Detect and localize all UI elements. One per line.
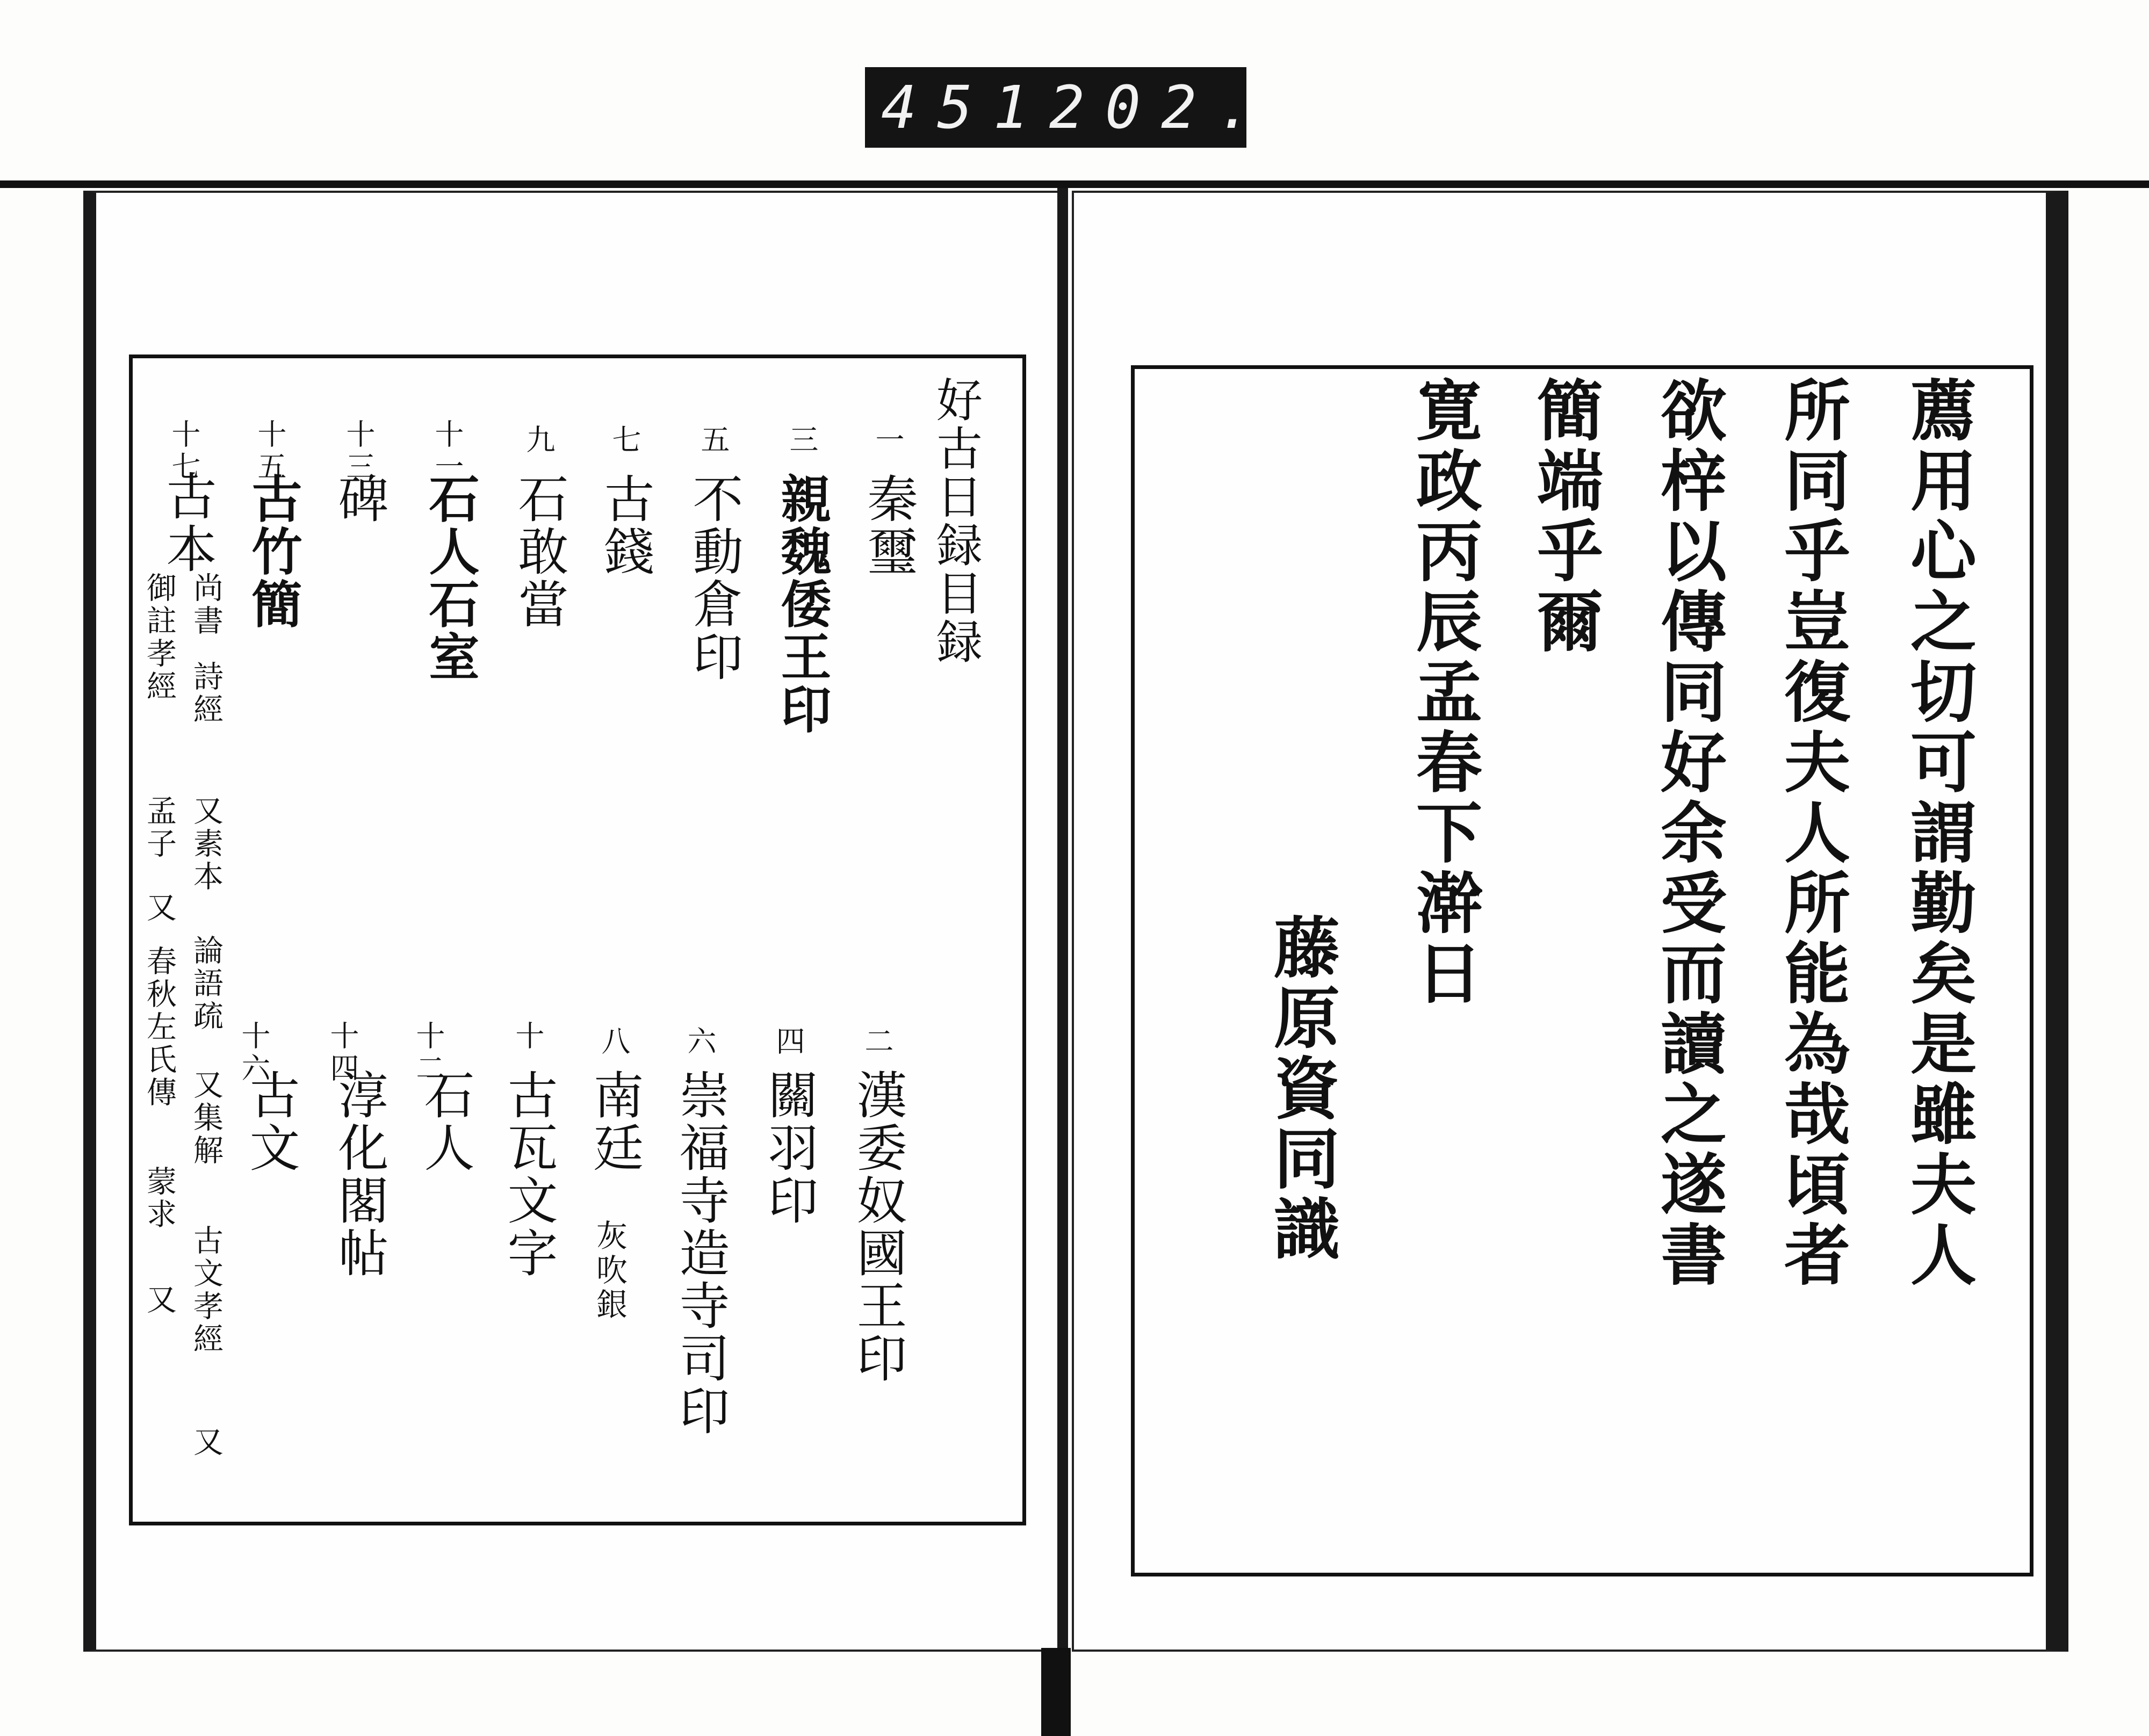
preface-column-2: 所同乎豈復夫人所能為哉頃者 [1773, 376, 1850, 1291]
entry-number: 六 [683, 1026, 717, 1058]
entry-note: 灰吹銀 [591, 1219, 628, 1322]
entry-number: 十六 [237, 1021, 271, 1085]
entry-number: 四 [771, 1026, 805, 1058]
entry-number: 五 [696, 424, 730, 457]
entry-title: 古文 [241, 1069, 299, 1174]
entry-title: 淳化閣帖 [329, 1069, 388, 1279]
book-gutter [1057, 188, 1068, 1665]
entry-number: 十一 [430, 419, 464, 483]
entry-number: 九 [522, 424, 556, 457]
entry-title: 關羽印 [759, 1069, 818, 1227]
entry-note: 又 [142, 892, 177, 924]
entry-note: 論語疏 [189, 935, 223, 1033]
toc-title: 好古日録目録 [928, 376, 982, 666]
entry-number: 三 [785, 424, 819, 457]
call-number-left: 451 [881, 73, 1049, 142]
entry-note: 又集解 [189, 1069, 223, 1167]
entry-title: 不動倉印 [684, 473, 742, 683]
entry-note: 蒙求 [142, 1166, 177, 1231]
entry-number: 十二 [412, 1021, 445, 1085]
entry-note: 御註孝經 [142, 572, 177, 703]
entry-number: 十五 [253, 419, 287, 483]
entry-number: 十七 [167, 419, 201, 483]
call-number-label [865, 67, 1273, 148]
entry-number: 二 [860, 1026, 894, 1058]
entry-note: 尚書 [189, 572, 223, 638]
preface-column-1: 薦用心之切可謂勤矣是雖夫人 [1899, 376, 1977, 1291]
entry-number: 十 [511, 1021, 545, 1053]
entry-title: 古瓦文字 [499, 1069, 557, 1279]
entry-title: 石敢當 [509, 473, 568, 631]
entry-title: 古本 [157, 470, 216, 575]
entry-number: 十四 [326, 1021, 359, 1085]
entry-title: 親魏倭王印 [772, 473, 831, 736]
entry-number: 一 [871, 424, 905, 457]
entry-title: 崇福寺造寺司印 [670, 1069, 729, 1437]
entry-note: 又 [189, 1426, 223, 1459]
entry-title: 南廷 [585, 1069, 643, 1174]
entry-note: 詩經 [189, 661, 223, 726]
entry-title: 石人 [415, 1069, 474, 1174]
entry-note: 又素本 [189, 795, 223, 893]
entry-title: 秦璽 [859, 473, 917, 578]
entry-title: 古錢 [595, 473, 654, 578]
date-line: 寛政丙辰孟春下澣日 [1405, 376, 1482, 1009]
entry-title: 古竹簡 [243, 473, 302, 631]
preface-column-4: 簡端乎爾 [1526, 376, 1603, 657]
signature: 藤原資同識 [1263, 913, 1340, 1265]
preface-column-3: 欲梓以傳同好余受而讀之遂書 [1649, 376, 1727, 1291]
entry-title: 漢委奴國王印 [848, 1069, 906, 1385]
entry-note: 孟子 [142, 795, 177, 860]
entry-number: 十三 [342, 419, 376, 483]
gutter-foot [1041, 1648, 1071, 1736]
call-number-right: 202. [1049, 73, 1273, 142]
entry-title: 石人石室 [420, 473, 479, 683]
entry-note: 又 [142, 1284, 177, 1317]
entry-note: 春秋左氏傳 [142, 945, 177, 1109]
binding-rule [0, 180, 2149, 188]
entry-title: 碑 [329, 473, 388, 525]
entry-number: 八 [597, 1026, 631, 1058]
entry-note: 古文孝經 [189, 1225, 223, 1356]
entry-number: 七 [608, 424, 641, 457]
